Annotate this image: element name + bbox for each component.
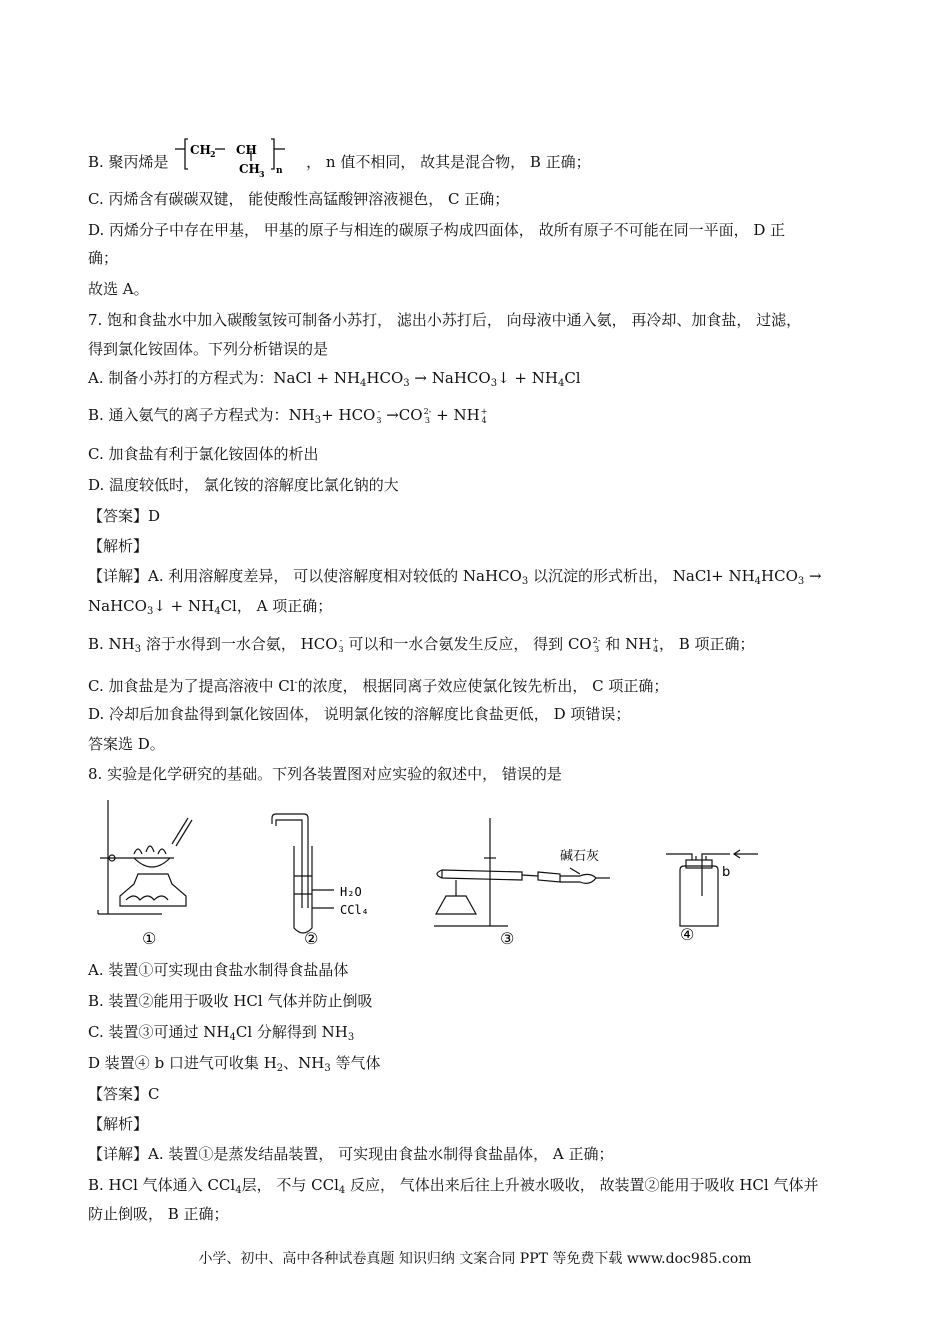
polypropylene-formula — [173, 137, 301, 181]
page-footer: 小学、初中、高中各种试卷真题 知识归纳 文案合同 PPT 等免费下载 www.doc985.com — [198, 1251, 752, 1267]
ch-text: CH — [236, 143, 258, 157]
option-d-propylene-line2: 确； — [88, 249, 119, 267]
q7-stem-line2: 得到氯化铵固体。下列分析错误的是 — [88, 340, 329, 358]
ch2-sub: 2 — [210, 149, 216, 159]
q7-detail-c: C. 加食盐是为了提高溶液中 Cl-的浓度， 根据同离子效应使氯化铵先析出， C 项正确； — [88, 677, 669, 695]
q7-option-b: B. 通入氨气的离子方程式为：$NH_3+$ HCO - 3 →CO2- 3 + NH+ 4 — [88, 406, 488, 426]
q7-stem-line1: 7. 饱和食盐水中加入碳酸氢铵可制备小苏打， 滤出小苏打后， 向母液中通入氨， 再冷却、加食盐， 过滤， — [88, 311, 802, 329]
q7-option-a: A. 制备小苏打的方程式为：NaCl + $NH_4HCO_3$ → NaHCO$_3$↓ + $NH_4Cl$ — [88, 369, 581, 389]
figure-number-3: ③ — [500, 929, 515, 948]
option-d-propylene-line1: D. 丙烯分子中存在甲基， 甲基的原子与相连的碳原子构成四面体， 故所有原子不可能在同一平面， D 正 — [88, 221, 786, 239]
label-b: b — [722, 865, 731, 880]
apparatus-figure — [90, 796, 790, 950]
q8-detail-a: 【详解】A. 装置①是蒸发结晶装置， 可实现由食盐水制得食盐晶体， A 正确； — [88, 1145, 614, 1163]
ch3-text: CH — [239, 162, 261, 176]
label-ccl4: CCl₄ — [340, 903, 369, 917]
ch3-sub: 3 — [259, 169, 265, 179]
q7-detail-a-line1: 【详解】A. 利用溶解度差异， 可以使溶解度相对较低的 NaHCO$_3$ 以沉淀的形式析出， NaCl+ $NH_4HCO_3$ → — [88, 567, 822, 587]
q7-option-c: C. 加食盐有利于氯化铵固体的析出 — [88, 445, 319, 463]
label-soda-lime: 碱石灰 — [560, 849, 600, 864]
q7-detail-d: D. 冷却后加食盐得到氯化铵固体， 说明氯化铵的溶解度比食盐更低， D 项错误； — [88, 705, 631, 723]
q8-option-a: A. 装置①可实现由食盐水制得食盐晶体 — [88, 961, 349, 979]
option-c-propylene: C. 丙烯含有碳碳双键， 能使酸性高锰酸钾溶液褪色， C 正确； — [88, 190, 510, 208]
q8-option-b: B. 装置②能用于吸收 HCl 气体并防止倒吸 — [88, 992, 373, 1010]
label-h2o: H₂O — [340, 885, 362, 899]
q7-detail-a-line2: NaHCO$_3$↓ + $NH_4Cl$， A 项正确； — [88, 597, 333, 617]
figure-number-4: ④ — [680, 925, 695, 944]
ch2-text: CH — [190, 143, 212, 157]
q8-option-d: D 装置④ b 口进气可收集 $H_2$、$NH_3$ 等气体 — [88, 1054, 381, 1074]
q8-analysis-label: 【解析】 — [88, 1115, 149, 1133]
figure-number-2: ② — [304, 929, 319, 948]
n-subscript: n — [276, 166, 283, 176]
q7-answer: 【答案】D — [88, 507, 161, 525]
q7-detail-b: B. $NH_3$ 溶于水得到一水合氨， HCO - 3 可以和一水合氨发生反应， 得到 CO2- 3 和 NH+ 4， B 项正确； — [88, 635, 755, 655]
q8-detail-b-line1: B. HCl 气体通入 CCl$_4$层， 不与 CCl$_4$ 反应， 气体出来后往上升被水吸收， 故装置②能用于吸收 HCl 气体并 — [88, 1176, 819, 1196]
q8-detail-b-line2: 防止倒吸， B 正确； — [88, 1205, 229, 1223]
q8-stem: 8. 实验是化学研究的基础。下列各装置图对应实验的叙述中， 错误的是 — [88, 765, 562, 783]
choose-a: 故选 A。 — [88, 280, 149, 298]
q7-option-d: D. 温度较低时， 氯化铵的溶解度比氯化钠的大 — [88, 476, 399, 494]
q8-option-c: C. 装置③可通过 $NH_4Cl$ 分解得到 $NH_3$ — [88, 1023, 355, 1043]
figure-number-1: ① — [142, 929, 157, 948]
option-b-polypropylene: B. 聚丙烯是 CH 2 CH CH 3 n ， n 值不相同， 故其是混合物， B 正确； — [88, 137, 591, 181]
q7-analysis-label: 【解析】 — [88, 537, 149, 555]
q8-answer: 【答案】C — [88, 1085, 160, 1103]
q7-conclude: 答案选 D。 — [88, 735, 165, 753]
